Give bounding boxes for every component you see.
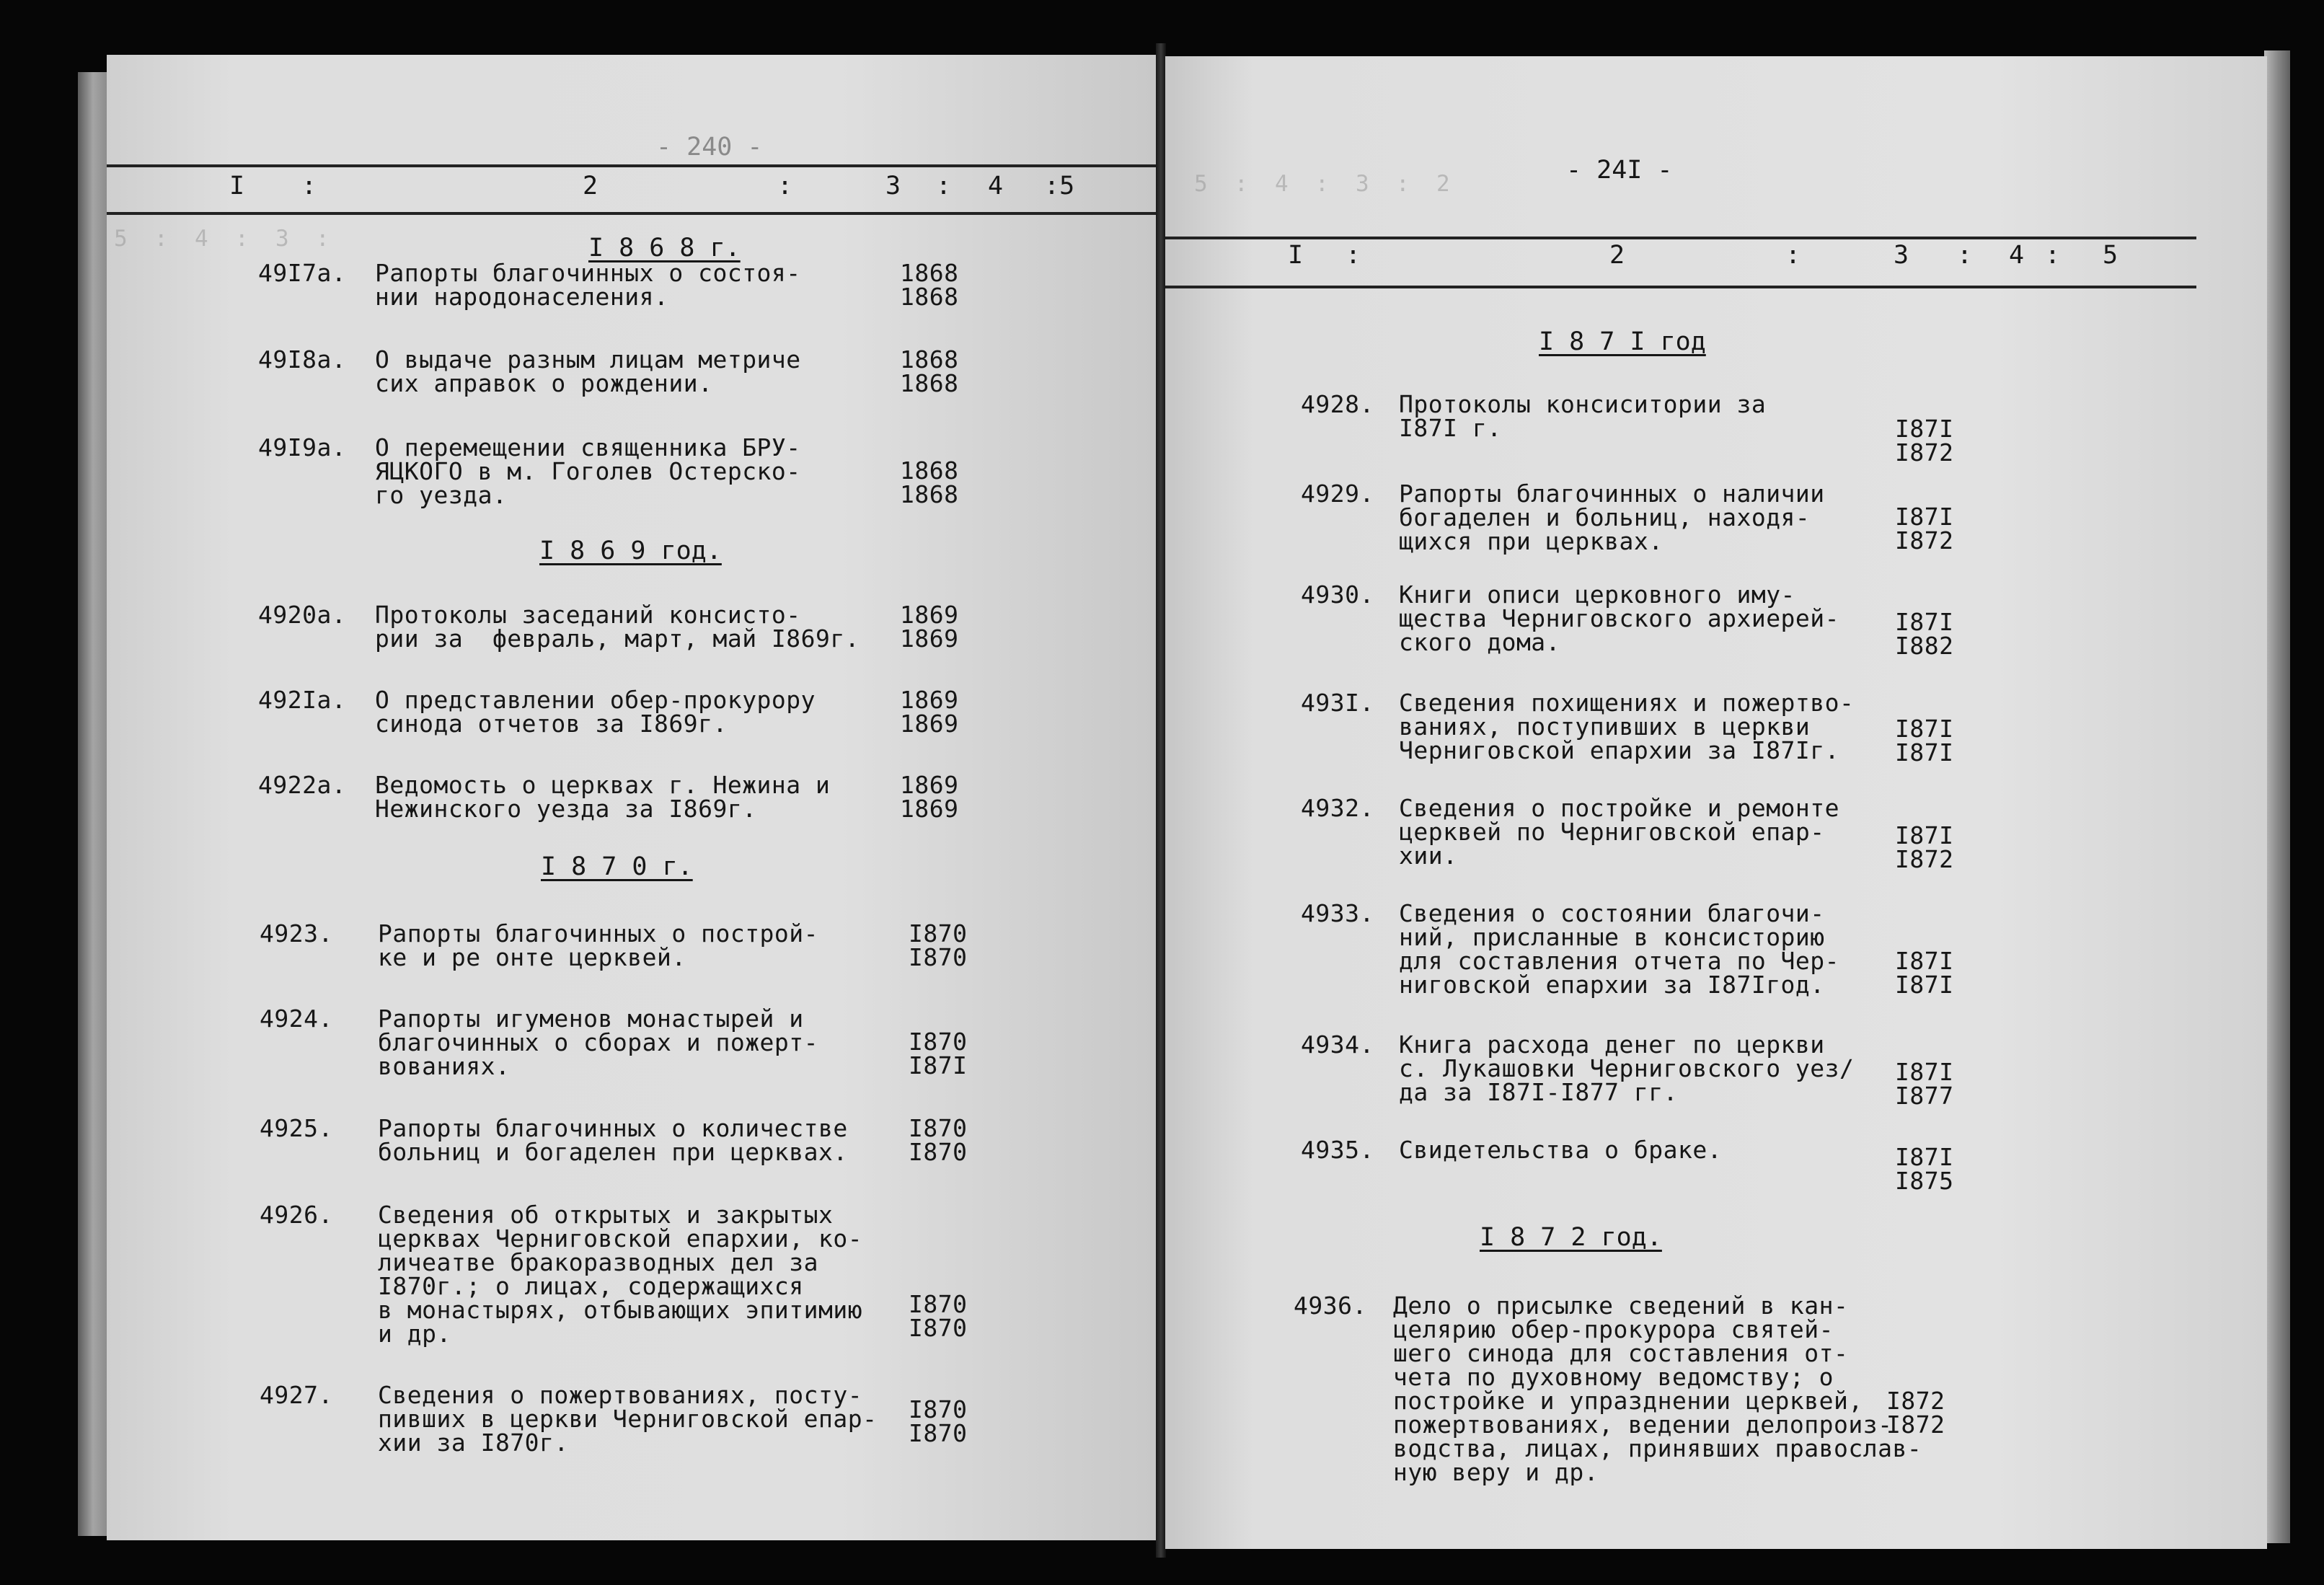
entry-description: Книга расхода денег по церкви с. Лукашовки Черниговского уез/ да за I87I-I877 гг.: [1399, 1030, 1855, 1106]
entry-description: Сведения похищениях и пожертво- ваниях, поступивших в церкви Черниговской епархии за I87Iг.: [1399, 689, 1855, 764]
entry-description: Дело о присылке сведений в кан- целярию обер-прокурора святей- шего синода для составления от- чета по духовному ведомству; о постройке и упразднении церквей, пожертвованиях, ведении делопроиз- водства, лицах, принявших православ- ную веру и др.: [1393, 1292, 1922, 1486]
entry-number: 4925.: [260, 1114, 333, 1142]
left-col-header-4: 4: [988, 172, 1004, 200]
left-mirror-headers: 5 : 4 : 3 :: [114, 226, 330, 252]
left-col-header-3: 3: [885, 172, 901, 200]
entry-number: 4935.: [1301, 1136, 1374, 1164]
right-page: [1165, 56, 2267, 1549]
entry-description: Книги описи церковного иму- щества Черниговского архиерей- ского дома.: [1399, 580, 1840, 656]
right-mirror-headers: 5 : 4 : 3 : 2: [1194, 171, 1450, 197]
entry-description: Рапорты благочинных о количестве больниц и богаделен при церквах.: [378, 1114, 848, 1166]
entry-description: О выдаче разным лицам метриче сих аправок о рождении.: [375, 345, 801, 397]
entry-years: 1868 1868: [900, 259, 959, 311]
left-col-sep: :: [936, 172, 952, 200]
entry-years: 1869 1869: [900, 771, 959, 823]
entry-description: О представлении обер-прокурору синода отчетов за I869г.: [375, 686, 816, 738]
entry-number: 4928.: [1301, 390, 1374, 418]
left-col-header-1: I: [229, 172, 245, 200]
entry-number: 4936.: [1294, 1292, 1367, 1320]
right-col-sep: :: [2045, 241, 2061, 270]
entry-years: I87I I882: [1895, 608, 1954, 660]
entry-number: 493I.: [1301, 689, 1374, 717]
entry-years: I87I I877: [1895, 1058, 1954, 1110]
left-col-sep: :: [777, 172, 793, 200]
entry-number: 4927.: [260, 1381, 333, 1409]
entry-description: Сведения о состоянии благочи- ний, присланные в консисторию для составления отчета по Чер- ниговской епархии за I87Iгод.: [1399, 899, 1840, 999]
entry-number: 4920а.: [258, 601, 347, 629]
right-col-sep: :: [1346, 241, 1361, 270]
book-spine: [1156, 43, 1166, 1558]
right-col-sep: :: [1957, 241, 1973, 270]
entry-years: I870 I870: [909, 1395, 968, 1447]
entry-years: 1868 1868: [900, 456, 959, 508]
section-heading-1870: I 8 7 0 г.: [541, 852, 693, 881]
right-col-header-2: 2: [1609, 241, 1625, 270]
entry-years: I870 I87I: [909, 1028, 968, 1080]
entry-description: Протоколы заседаний консисто- рии за февраль, март, май I869г.: [375, 601, 860, 653]
entry-number: 4929.: [1301, 480, 1374, 508]
entry-number: 49I7а.: [258, 259, 347, 287]
entry-number: 4922а.: [258, 771, 347, 799]
left-header-rule-top: [107, 164, 1156, 167]
section-heading-1869: I 8 6 9 год.: [539, 537, 722, 565]
entry-description: Сведения о постройке и ремонте церквей по Черниговской епар- хии.: [1399, 794, 1840, 870]
entry-number: 4933.: [1301, 899, 1374, 927]
entry-description: Протоколы консиситории за I87I г.: [1399, 390, 1767, 442]
entry-years: I872 I872: [1886, 1387, 1945, 1439]
entry-years: I87I I872: [1895, 415, 1954, 467]
entry-years: I870 I870: [909, 919, 968, 971]
section-heading-1868: I 8 6 8 г.: [588, 234, 741, 262]
entry-number: 4930.: [1301, 580, 1374, 609]
left-col-header-5: :5: [1044, 172, 1075, 200]
entry-number: 4924.: [260, 1005, 333, 1033]
entry-number: 492Iа.: [258, 686, 347, 714]
section-heading-1871: I 8 7 I год: [1539, 327, 1706, 356]
entry-description: Ведомость о церквах г. Нежина и Нежинского уезда за I869г.: [375, 771, 831, 823]
entry-description: Сведения об открытых и закрытых церквах Черниговской епархии, ко- личеатве бракоразводных дел за I870г.; о лицах, содержащихся в монастырях, отбывающих эпитимию и др.: [378, 1201, 863, 1348]
left-page-stack-edge: [78, 72, 108, 1536]
left-page: [107, 55, 1156, 1540]
entry-years: I87I I87I: [1895, 947, 1954, 999]
right-col-header-4: 4: [2009, 241, 2025, 270]
entry-years: 1869 1869: [900, 686, 959, 738]
right-page-number: - 24I -: [1566, 156, 1673, 185]
right-col-header-1: I: [1288, 241, 1304, 270]
left-page-number: - 240 -: [656, 133, 763, 162]
entry-number: 4934.: [1301, 1030, 1374, 1059]
right-col-header-3: 3: [1894, 241, 1909, 270]
entry-description: Рапорты благочинных о наличии богаделен и больниц, находя- щихся при церквах.: [1399, 480, 1825, 555]
section-heading-1872: I 8 7 2 год.: [1480, 1223, 1662, 1252]
entry-description: Сведения о пожертвованиях, посту- пивших в церкви Черниговской епар- хии за I870г.: [378, 1381, 878, 1457]
entry-number: 4932.: [1301, 794, 1374, 822]
entry-number: 4926.: [260, 1201, 333, 1229]
entry-description: Рапорты благочинных о состоя- нии народонаселения.: [375, 259, 801, 311]
left-col-header-2: 2: [583, 172, 598, 200]
right-page-stack-edge: [2264, 50, 2290, 1543]
entry-years: I87I I872: [1895, 503, 1954, 555]
left-header-rule-bottom: [107, 212, 1156, 215]
entry-description: Рапорты игуменов монастырей и благочинных о сборах и пожерт- вованиях.: [378, 1005, 819, 1080]
entry-years: 1868 1868: [900, 345, 959, 397]
entry-number: 49I9а.: [258, 433, 347, 462]
entry-description: Свидетельства о браке.: [1399, 1136, 1723, 1164]
right-header-rule-top: [1165, 237, 2196, 239]
right-col-header-5: 5: [2103, 241, 2118, 270]
entry-description: О перемещении священника БРУ- ЯЦКОГО в м. Гоголев Остерско- го уезда.: [375, 433, 801, 509]
entry-description: Рапорты благочинных о построй- ке и ре онте церквей.: [378, 919, 819, 971]
right-header-rule-bottom: [1165, 286, 2196, 288]
left-col-sep: :: [301, 172, 317, 200]
right-col-sep: :: [1785, 241, 1801, 270]
entry-years: 1869 1869: [900, 601, 959, 653]
entry-number: 4923.: [260, 919, 333, 948]
entry-number: 49I8а.: [258, 345, 347, 374]
entry-years: I87I I872: [1895, 821, 1954, 873]
entry-years: I870 I870: [909, 1114, 968, 1166]
entry-years: I870 I870: [909, 1290, 968, 1342]
entry-years: I87I I875: [1895, 1143, 1954, 1195]
entry-years: I87I I87I: [1895, 715, 1954, 767]
